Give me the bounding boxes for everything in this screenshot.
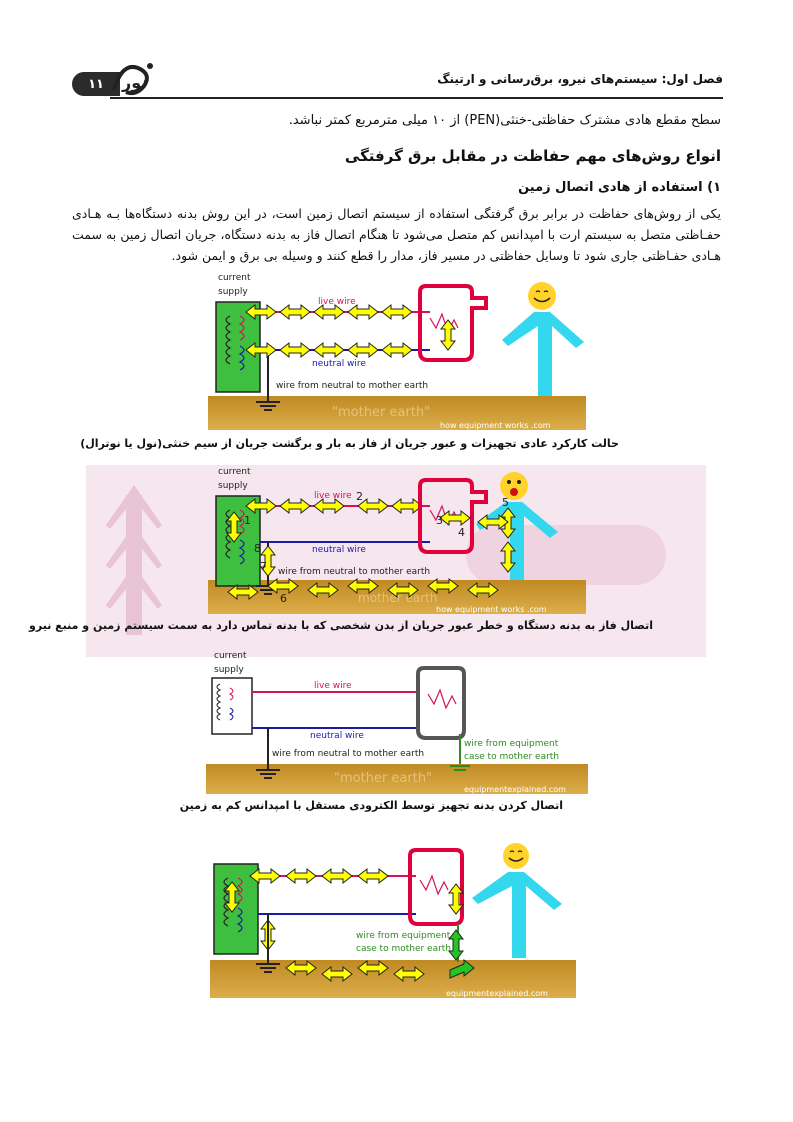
chapter-title: فصل اول: سیستم‌های نیرو، برق‌رسانی و ارتینگ (437, 72, 723, 86)
person-figure (472, 843, 562, 958)
credit-label: how equipment works .com (436, 605, 547, 614)
person-figure-shocked (476, 472, 558, 580)
publisher-logo (108, 56, 166, 100)
live-wire-label: live wire (314, 491, 352, 501)
marker-7: 7 (260, 560, 267, 573)
equipment-wire-label-2: case to mother earth (464, 752, 560, 762)
marker-4: 4 (458, 526, 465, 539)
supply-label-2: supply (218, 481, 248, 491)
ground-wire-label: wire from neutral to mother earth (276, 381, 429, 391)
figure-fault-cleared-to-earth (210, 840, 576, 998)
marker-8: 8 (254, 542, 261, 555)
credit-label: equipmentexplained.com (464, 785, 566, 794)
ground-wire-label: wire from neutral to mother earth (272, 749, 425, 759)
equipment-wire-label-1: wire from equipment (356, 931, 451, 941)
earth-label: mother earth (358, 591, 438, 605)
supply-label-2: supply (214, 665, 244, 675)
page-number: ۱۱ (72, 72, 120, 96)
intro-line: سطح مقطع هادی مشترک حفاظتی-خنثی(PEN) از ۱۰ میلی مترمربع کمتر نباشد. (288, 113, 721, 128)
neutral-wire-label: neutral wire (312, 545, 366, 555)
supply-label-1: current (218, 273, 251, 283)
marker-6: 6 (280, 592, 287, 605)
earth-label: "mother earth" (334, 771, 433, 786)
neutral-wire-label: neutral wire (312, 359, 366, 369)
marker-3: 3 (436, 514, 443, 527)
credit-label: equipmentexplained.com (446, 989, 548, 998)
live-wire-label: live wire (318, 297, 356, 307)
marker-2: 2 (356, 490, 363, 503)
figure-equipment-earthing (206, 648, 588, 794)
equipment-wire-label-2: case to mother earth (356, 944, 452, 954)
supply-label-2: supply (218, 287, 248, 297)
neutral-wire-label: neutral wire (310, 731, 364, 741)
supply-label-1: current (218, 467, 251, 477)
figure-3-caption: اتصال کردن بدنه تجهیز توسط الکترودی مستقل با امپدانس کم به زمین (179, 799, 563, 812)
live-wire-label: live wire (314, 681, 352, 691)
figure-2-caption: اتصال فاز به بدنه دستگاه و خطر عبور جریان از بدن شخصی که با بدنه تماس دارد به سمت سیستم زمین و منبع نیرو (29, 619, 653, 632)
marker-5: 5 (502, 496, 509, 509)
equipment-wire-label-1: wire from equipment (464, 739, 559, 749)
figure-1-caption: حالت کارکرد عادی تجهیزات و عبور جریان از فاز به بار و برگشت جریان از سیم خنثی(نول یا نوترال) (80, 437, 619, 450)
subsection-title: ۱) استفاده از هادی اتصال زمین (518, 180, 721, 195)
supply-label-1: current (214, 651, 247, 661)
earth-label: "mother earth" (332, 405, 431, 420)
credit-label: how equipment works .com (440, 421, 551, 430)
logo-text: نور (122, 73, 148, 92)
body-paragraph: یکی از روش‌های حفاظت در برابر برق گرفتگی استفاده از سیستم اتصال زمین است، در این روش بدنه دستگاه‌ها بـه هـادی حفـاظتی متصل به سیستم ارت با امپدانس کم متصل می‌شود تا هنگام اتصال فاز به بدنه دستگاه، جریان اتصال زمین به سمت هـادی حفـاظتی جاری شود تا وسایل حفاظتی در مسیر فاز، مدار را قطع کنند و وسیله بی برق و ایمن شود. (72, 206, 721, 263)
figure-fault-through-body (208, 462, 586, 614)
ground-wire-label: wire from neutral to mother earth (278, 567, 431, 577)
person-figure (502, 282, 584, 396)
figure-normal-operation (208, 268, 586, 430)
header-divider (110, 97, 723, 99)
marker-1: 1 (244, 514, 251, 527)
section-title: انواع روش‌های مهم حفاظت در مقابل برق گرفتگی (344, 147, 721, 165)
